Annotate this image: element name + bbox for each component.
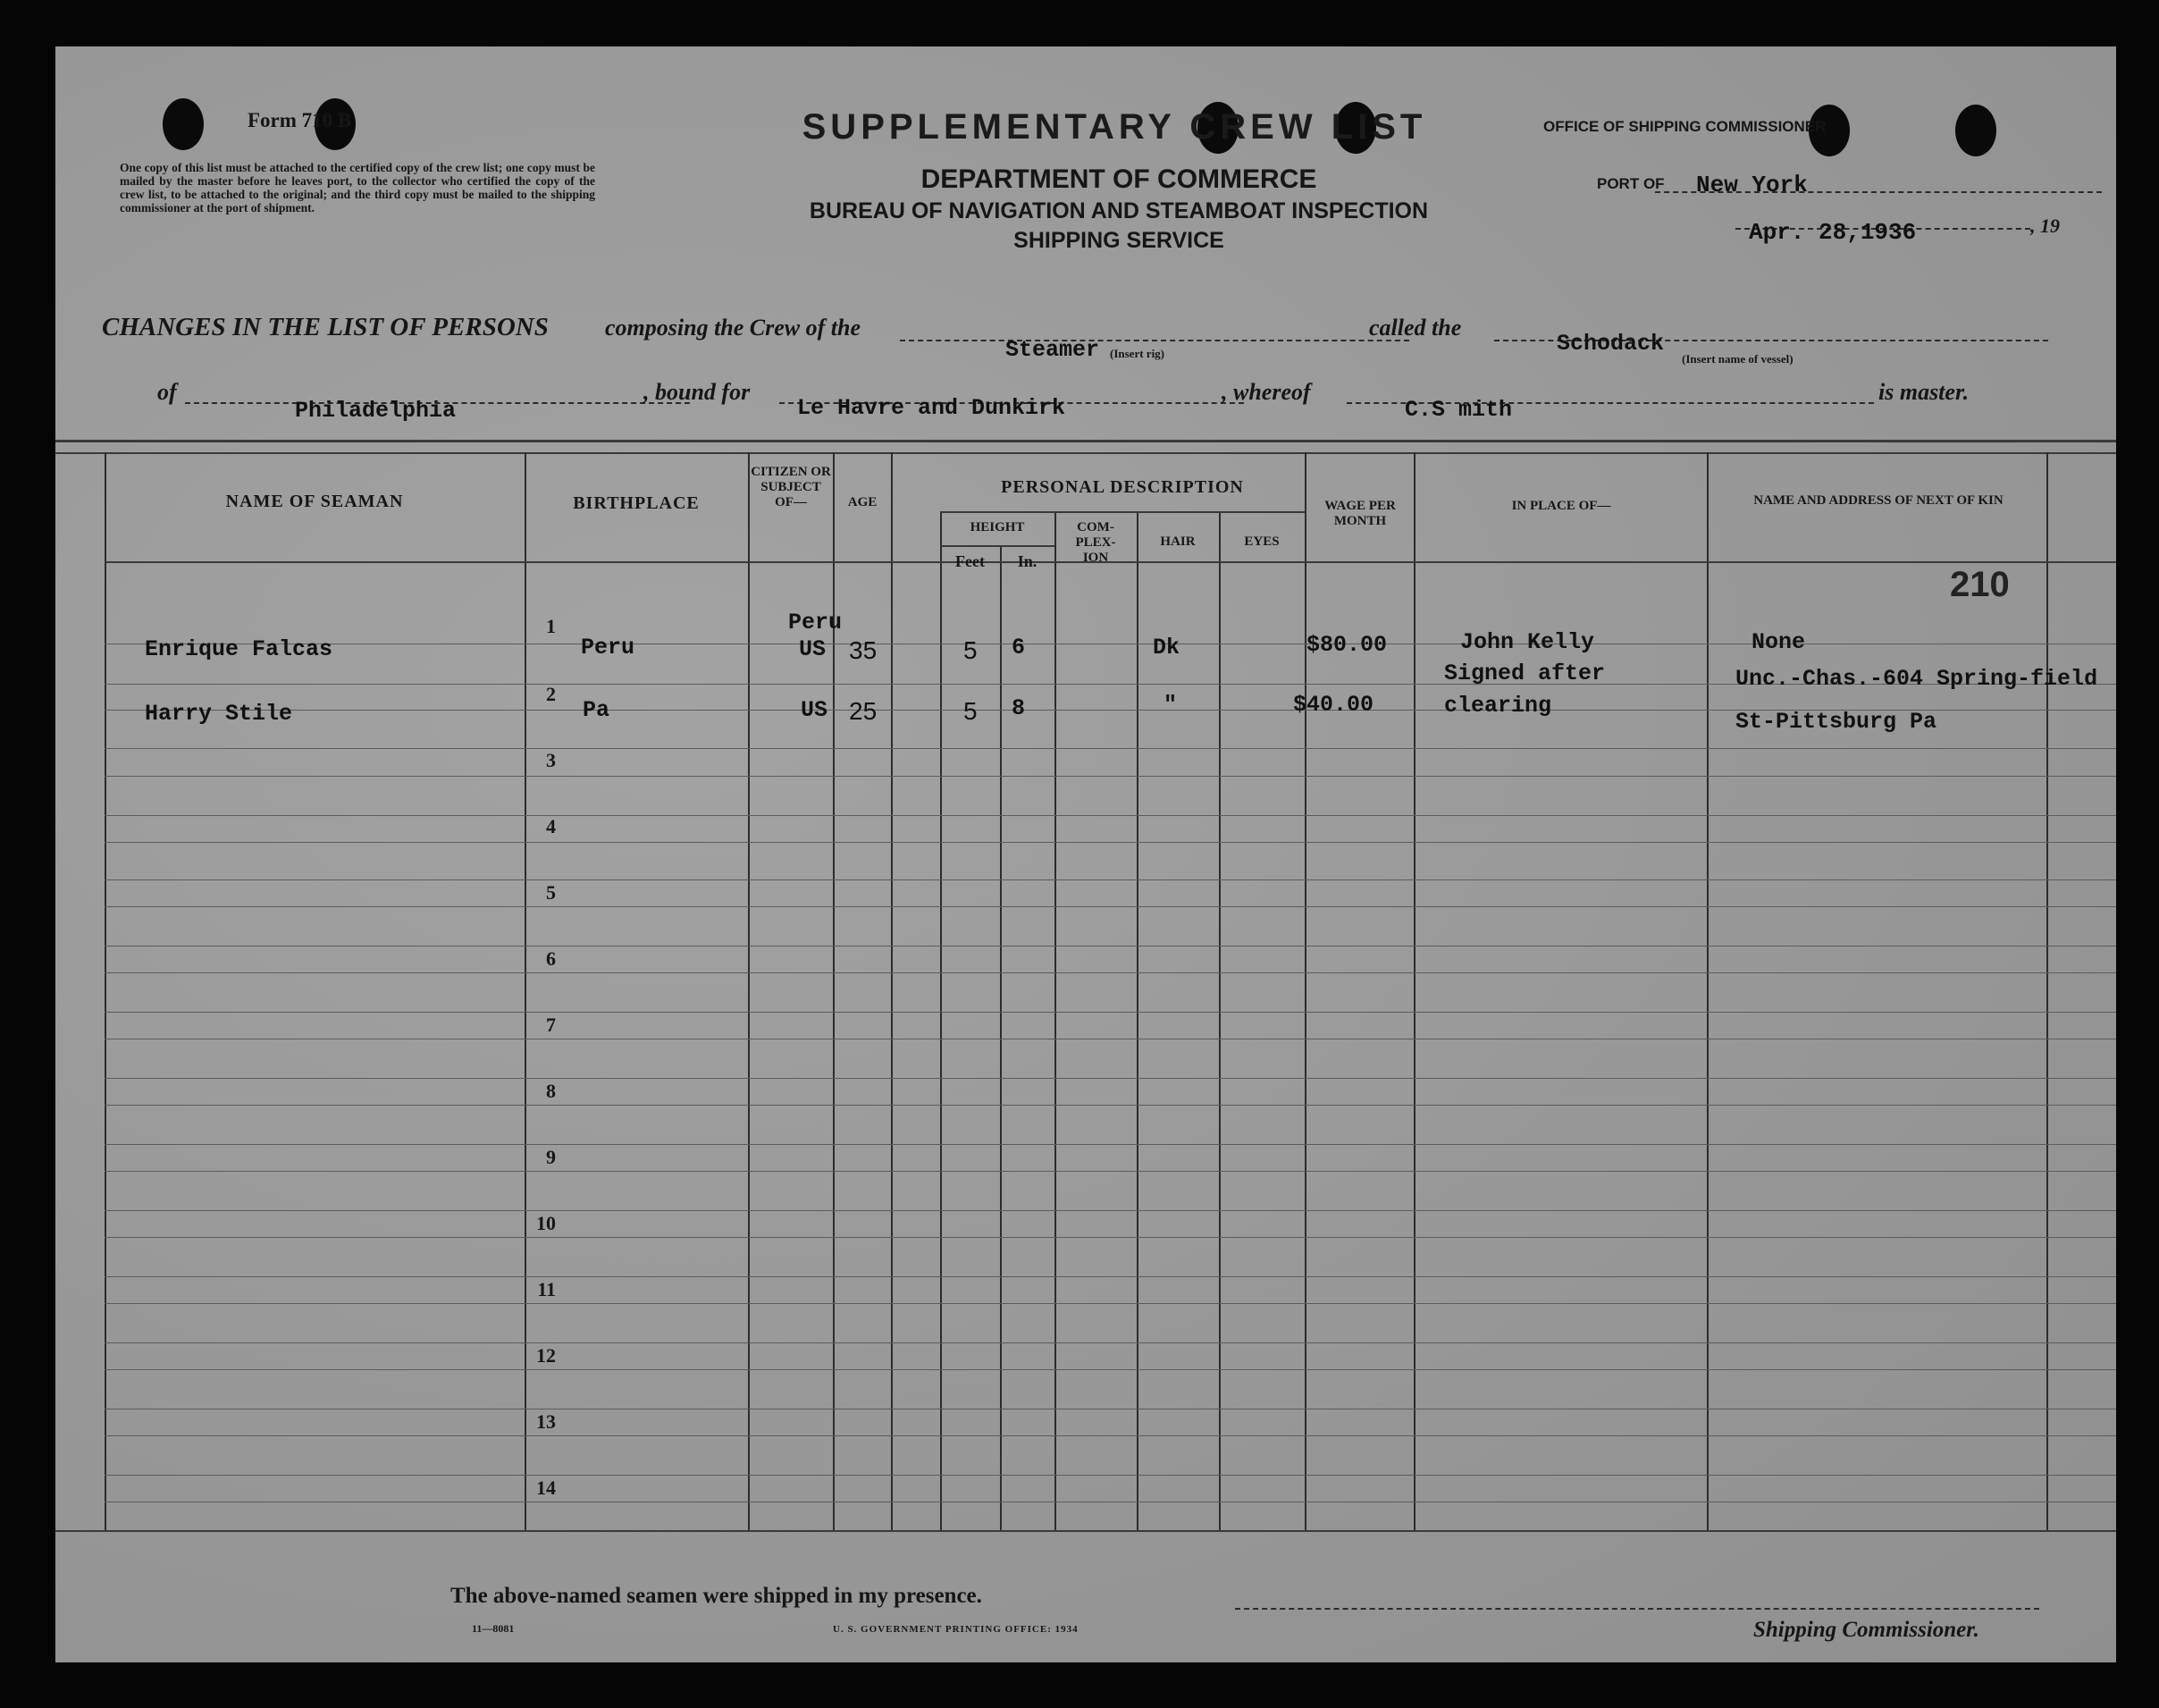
col-header-hair: HAIR [1160,534,1196,549]
composing-label: composing the Crew of the [605,315,861,341]
changes-label: CHANGES IN THE LIST OF PERSONS [102,313,549,341]
whereof-label: , whereof [1222,379,1311,405]
citizen-annotation: Peru [788,610,843,635]
row-divider [105,776,2116,777]
master-name[interactable]: C.S mith [1405,397,1513,423]
col-line [1054,511,1056,1530]
row-number: 14 [536,1477,556,1499]
row-divider [105,1342,2116,1343]
row-number: 2 [546,683,556,705]
col-header-wage: WAGE PER MONTH [1324,499,1396,528]
citizen[interactable]: US [799,636,827,662]
row-number: 4 [546,815,556,837]
page-title: SUPPLEMENTARY CREW LIST [802,107,1427,147]
height-underline [940,545,1054,547]
col-header-feet: Feet [955,552,985,570]
row-divider [105,1171,2116,1172]
shipped-statement: The above-named seamen were shipped in my presence. [450,1584,982,1608]
row-divider [105,1303,2116,1304]
height-inches[interactable]: 6 [1012,635,1026,660]
row-divider [105,1369,2116,1370]
col-header-age: AGE [847,495,878,509]
crew-list-document [55,46,2116,1662]
department-heading: DEPARTMENT OF COMMERCE [920,164,1317,194]
hair[interactable]: " [1164,692,1178,718]
wage[interactable]: $40.00 [1293,692,1374,718]
row-divider [105,842,2116,843]
wage[interactable]: $80.00 [1306,632,1388,658]
col-header-height: HEIGHT [970,520,1025,534]
signature-line[interactable] [1235,1608,2039,1610]
date-year-prefix: , 19 [2030,215,2060,237]
office-label: OFFICE OF SHIPPING COMMISSIONER [1543,118,1827,135]
row-number: 13 [536,1410,556,1433]
attachment-notice: One copy of this list must be attached to the certified copy of the crew list; one copy must be mailed by the master before he leaves port, to the collector who certified the copy of the crew list, to be attached to the original; and the third copy must be mailed to the shipping commissioner at the port of shipment. [120,161,595,215]
row-divider [105,815,2116,816]
row-divider [105,972,2116,973]
row-number: 10 [536,1212,556,1234]
row-divider [105,1012,2116,1013]
table-top-border [55,440,2116,442]
vessel-hint: (Insert name of vessel) [1682,352,1794,366]
row-number: 11 [537,1278,556,1300]
birthplace[interactable]: Peru [581,635,635,660]
col-line [940,511,942,1530]
col-header-birthplace: BIRTHPLACE [573,493,700,513]
service-heading: SHIPPING SERVICE [1013,228,1224,253]
col-header-name: NAME OF SEAMAN [225,492,404,511]
col-line [1219,511,1221,1530]
row-number: 8 [546,1080,556,1102]
form-number: Form 710 B [248,109,352,131]
height-feet[interactable]: 5 [963,697,978,725]
seaman-name[interactable]: Harry Stile [145,701,293,727]
called-label: called the [1369,315,1462,341]
punch-hole [1955,105,1996,156]
row-divider [105,906,2116,907]
row-number: 9 [546,1146,556,1168]
in-place-of[interactable]: John Kelly [1460,629,1595,655]
destination[interactable]: Le Havre and Dunkirk [797,395,1066,421]
of-label: of [157,379,177,405]
next-of-kin[interactable]: Unc.-Chas.-604 Spring-field St-Pittsburg Pa [1735,666,2098,735]
seaman-name[interactable]: Enrique Falcas [145,636,333,662]
row-divider [105,1435,2116,1436]
printer-imprint: U. S. GOVERNMENT PRINTING OFFICE: 1934 [833,1624,1079,1635]
row-divider [105,1210,2116,1211]
row-number: 6 [546,947,556,970]
col-line [1000,545,1002,1530]
rig-field-line [900,340,1409,341]
vessel-name[interactable]: Schodack [1557,331,1665,357]
table-top-border-inner [55,452,2116,454]
row-divider [105,879,2116,880]
table-bottom-border [55,1530,2116,1532]
col-header-in-place-of: IN PLACE OF— [1511,499,1611,513]
col-header-complexion: COM- PLEX- ION [1075,520,1116,565]
row-divider [105,748,2116,749]
date-value[interactable]: Apr. 28,1936 [1749,219,1917,246]
row-divider [105,1105,2116,1106]
citizen[interactable]: US [801,697,828,723]
birthplace[interactable]: Pa [583,697,610,723]
row-divider [105,1144,2116,1145]
row-number: 12 [536,1344,556,1367]
age[interactable]: 35 [849,636,878,664]
rig-value[interactable]: Steamer [1005,337,1100,363]
height-inches[interactable]: 8 [1012,695,1026,721]
col-header-next-of-kin: NAME AND ADDRESS OF NEXT OF KIN [1753,493,2004,508]
page-number-note: 210 [1950,565,2010,604]
row-divider [105,1276,2116,1277]
punch-hole [163,98,204,150]
bound-label: , bound for [643,379,751,405]
row-number: 7 [546,1014,556,1036]
home-port[interactable]: Philadelphia [295,398,457,424]
col-header-citizen: CITIZEN OR SUBJECT OF— [751,465,831,509]
hair[interactable]: Dk [1153,635,1180,660]
col-header-eyes: EYES [1244,534,1280,549]
row-number: 1 [546,615,556,637]
age[interactable]: 25 [849,697,878,725]
next-of-kin[interactable]: None [1752,629,1806,655]
bureau-heading: BUREAU OF NAVIGATION AND STEAMBOAT INSPECTION [809,198,1429,223]
master-label: is master. [1878,379,1970,405]
in-place-of[interactable]: Signed after clearing [1444,660,1606,719]
rig-hint: (Insert rig) [1110,347,1165,360]
row-number: 3 [546,749,556,771]
col-line [1137,511,1138,1530]
personal-desc-underline [940,511,1305,513]
col-header-personal-description: PERSONAL DESCRIPTION [1001,477,1244,497]
port-label: PORT OF [1597,175,1665,192]
port-value[interactable]: New York [1696,172,1808,198]
signature-label: Shipping Commissioner. [1753,1618,1979,1642]
row-divider [105,946,2116,947]
height-feet[interactable]: 5 [963,636,978,664]
row-divider [105,1475,2116,1476]
col-header-inches: In. [1017,552,1037,570]
row-divider [105,1078,2116,1079]
form-code: 11—8081 [472,1622,515,1635]
row-divider [105,1237,2116,1238]
row-number: 5 [546,881,556,904]
